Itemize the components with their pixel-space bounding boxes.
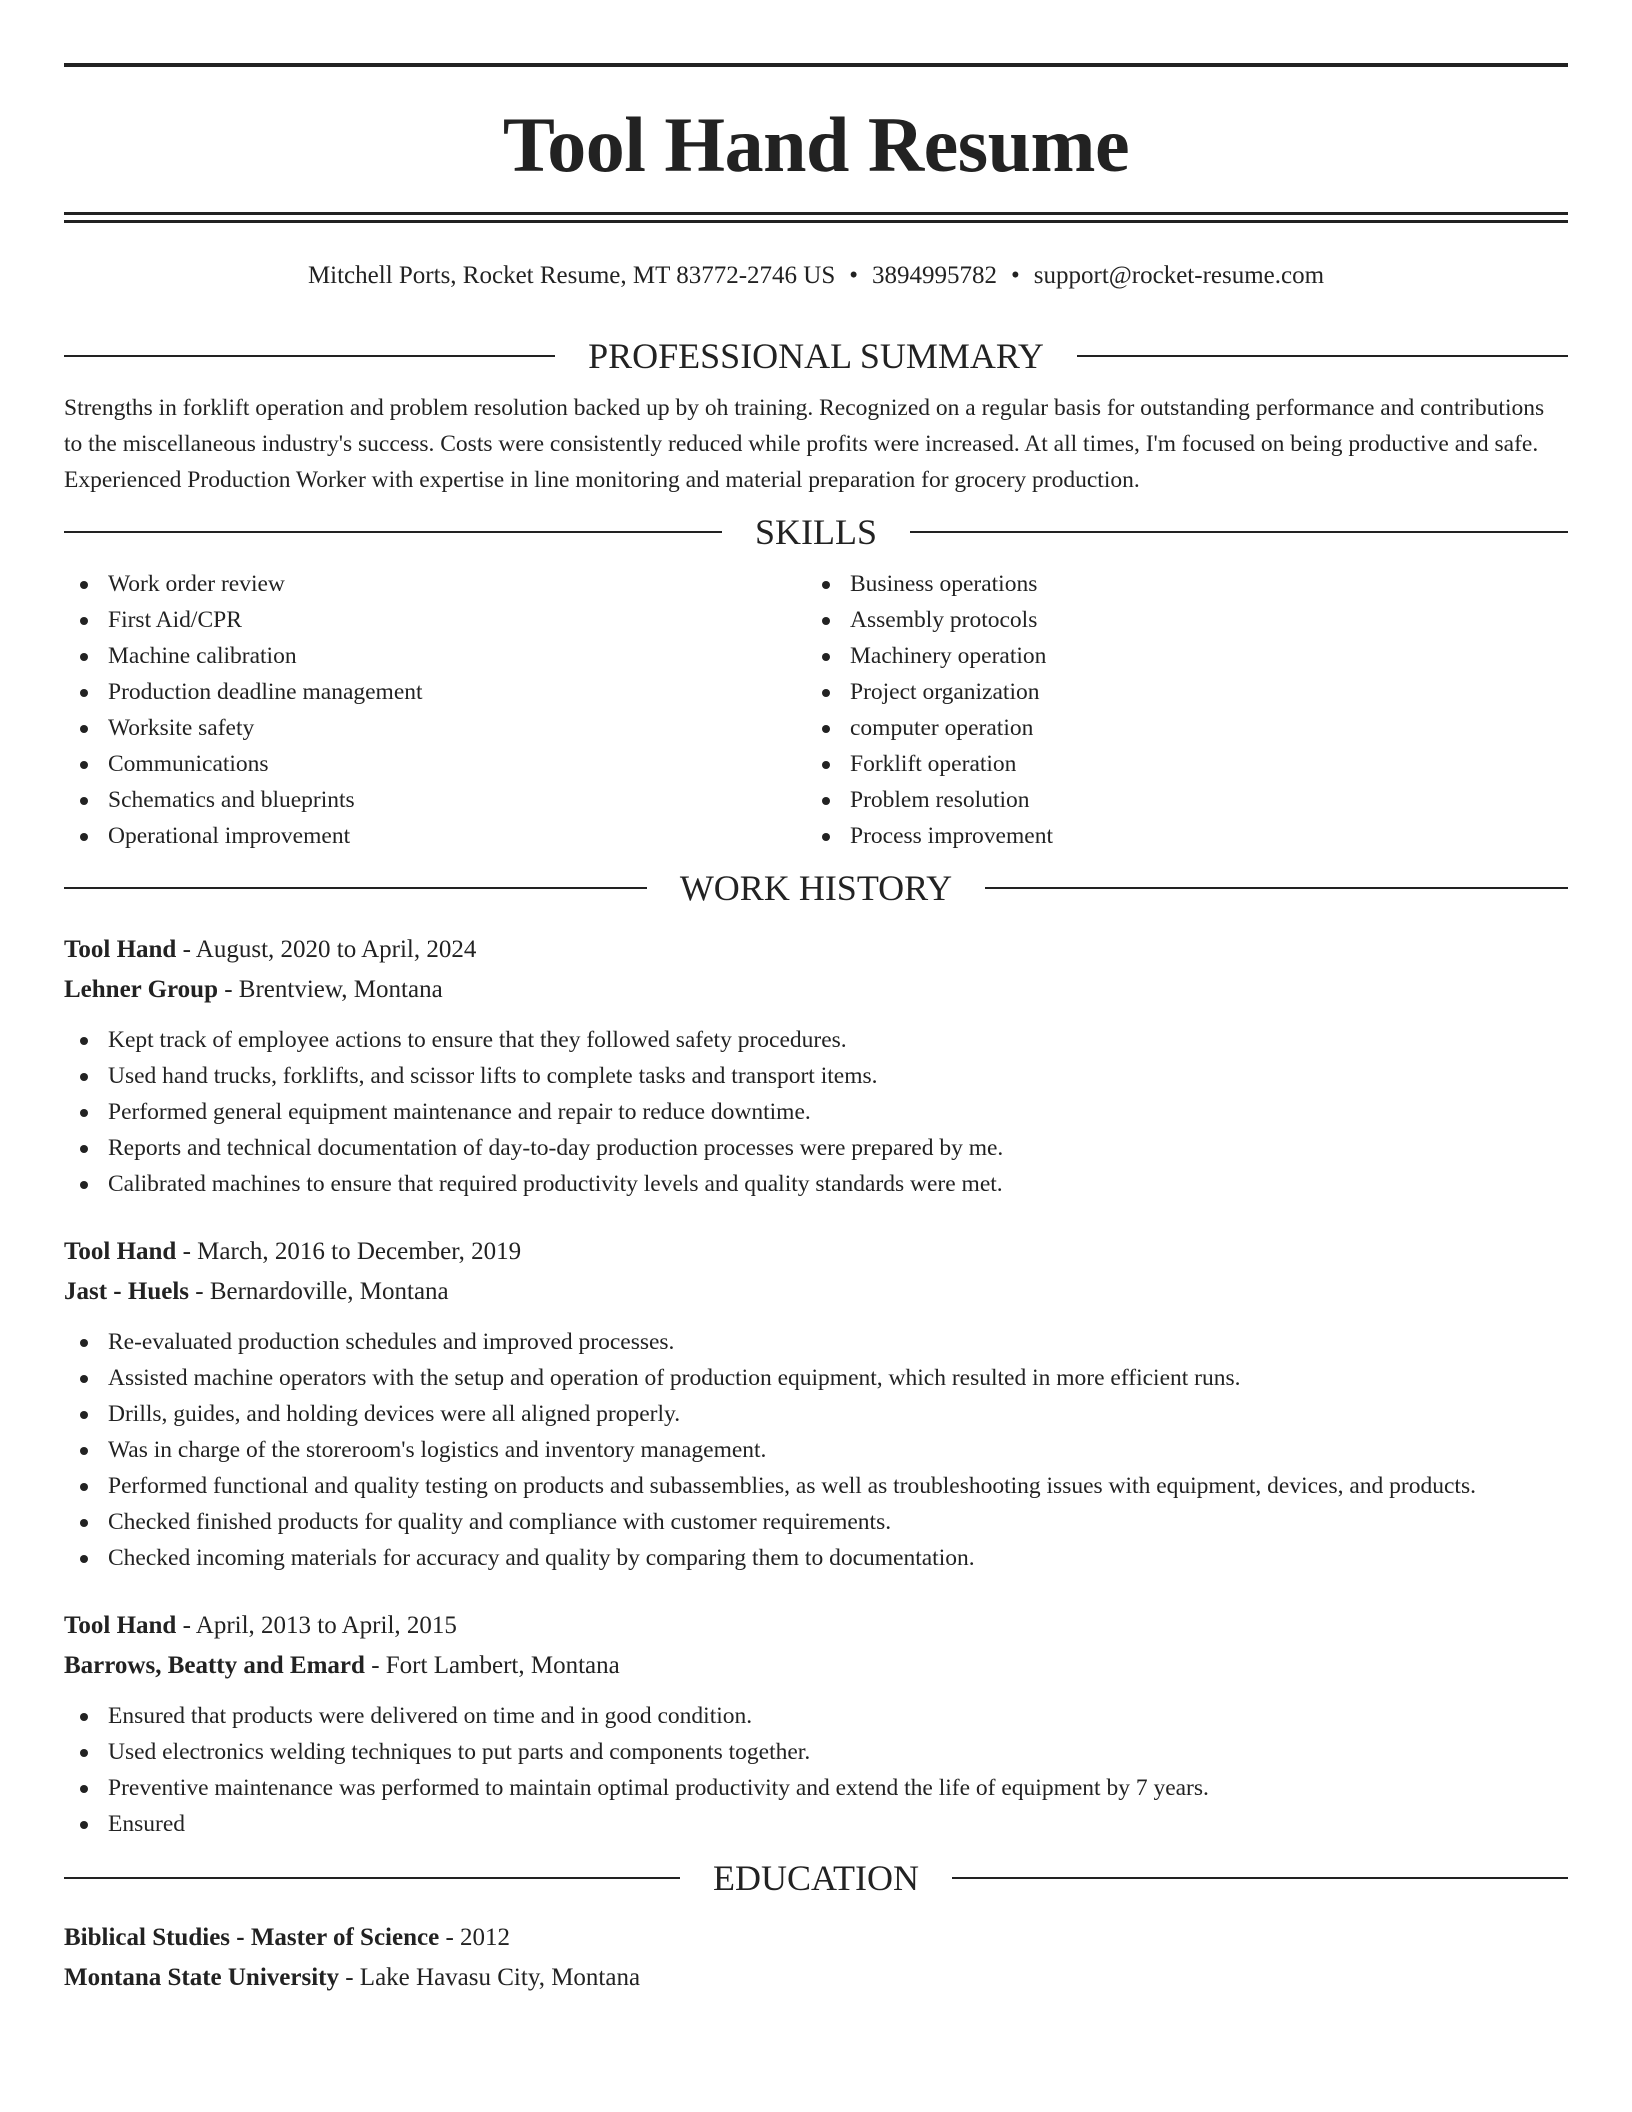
job-entry — [64, 1606, 1568, 1842]
job-company: Barrows, Beatty and Emard — [64, 1652, 365, 1679]
job-duties — [64, 1324, 1568, 1576]
duty-item: Was in charge of the storeroom's logistics and inventory management. — [64, 1432, 1568, 1468]
section-heading-summary — [64, 334, 1568, 378]
resume-title: Tool Hand Resume — [502, 101, 1130, 188]
contact-line — [64, 259, 1568, 293]
duty-item: Checked finished products for quality and compliance with customer requirements. — [64, 1504, 1568, 1540]
job-title-line — [64, 1606, 1568, 1646]
education-entry — [64, 1918, 1568, 1998]
skills-list-left — [64, 566, 806, 854]
education-degree-line — [64, 1918, 1568, 1958]
skill-item: Machinery operation — [806, 638, 1568, 674]
job-title: Tool Hand — [64, 936, 177, 963]
duty-item: Ensured that products were delivered on time and in good condition. — [64, 1698, 1568, 1734]
job-title: Tool Hand — [64, 1238, 177, 1265]
job-company-line — [64, 970, 1568, 1010]
skill-item: Production deadline management — [64, 674, 806, 710]
skills-list-right — [806, 566, 1568, 854]
skill-item: Process improvement — [806, 818, 1568, 854]
job-dates: - April, 2013 to April, 2015 — [176, 1612, 457, 1639]
duty-item: Reports and technical documentation of day-to-day production processes were prepared by me. — [64, 1130, 1568, 1166]
skill-item: Machine calibration — [64, 638, 806, 674]
job-duties — [64, 1698, 1568, 1842]
job-company-line — [64, 1272, 1568, 1312]
skill-item: computer operation — [806, 710, 1568, 746]
job-title-line — [64, 1232, 1568, 1272]
heading-rule — [64, 531, 722, 533]
job-location: - Fort Lambert, Montana — [364, 1652, 620, 1679]
duty-item: Preventive maintenance was performed to maintain optimal productivity and extend the life of equipment by 7 years. — [64, 1770, 1568, 1806]
section-heading-education — [64, 1856, 1568, 1900]
skill-item: Business operations — [806, 566, 1568, 602]
heading-rule — [985, 887, 1568, 889]
resume-page — [64, 63, 1568, 1998]
education-school: Montana State University — [64, 1964, 339, 1991]
contact-address: Mitchell Ports, Rocket Resume, MT 83772-2746 US — [307, 262, 836, 289]
duty-item: Performed functional and quality testing on products and subassemblies, as well as troubleshooting issues with equipment, devices, and products. — [64, 1468, 1568, 1504]
skill-item: Work order review — [64, 566, 806, 602]
section-title: EDUCATION — [713, 1858, 919, 1898]
section-title: SKILLS — [755, 512, 878, 552]
job-location: - Bernardoville, Montana — [189, 1278, 449, 1305]
job-dates: - March, 2016 to December, 2019 — [176, 1238, 522, 1265]
skill-item: Communications — [64, 746, 806, 782]
skill-item: Forklift operation — [806, 746, 1568, 782]
heading-rule — [952, 1877, 1568, 1879]
duty-item: Used electronics welding techniques to put parts and components together. — [64, 1734, 1568, 1770]
heading-rule — [1077, 355, 1568, 357]
heading-rule — [910, 531, 1568, 533]
duty-item: Performed general equipment maintenance and repair to reduce downtime. — [64, 1094, 1568, 1130]
job-title-line — [64, 930, 1568, 970]
heading-rule — [64, 1877, 680, 1879]
duty-item: Assisted machine operators with the setup and operation of production equipment, which resulted in more efficient runs. — [64, 1360, 1568, 1396]
skill-item: Assembly protocols — [806, 602, 1568, 638]
title-double-rule — [64, 212, 1568, 223]
top-rule — [64, 63, 1568, 67]
contact-separator: • — [1011, 262, 1020, 289]
job-company: Jast - Huels — [64, 1278, 189, 1305]
duty-item: Checked incoming materials for accuracy and quality by comparing them to documentation. — [64, 1540, 1568, 1576]
education-degree: Biblical Studies - Master of Science — [64, 1924, 440, 1951]
duty-item: Drills, guides, and holding devices were all aligned properly. — [64, 1396, 1568, 1432]
contact-separator: • — [849, 262, 858, 289]
duty-item: Used hand trucks, forklifts, and scissor lifts to complete tasks and transport items. — [64, 1058, 1568, 1094]
skill-item: Worksite safety — [64, 710, 806, 746]
heading-rule — [64, 887, 647, 889]
skill-item: Problem resolution — [806, 782, 1568, 818]
section-title: PROFESSIONAL SUMMARY — [588, 336, 1044, 376]
education-school-line — [64, 1958, 1568, 1998]
summary-text: Strengths in forklift operation and problem resolution backed up by oh training. Recognized on a regular basis for outstanding performance and contributions to the miscellaneous industry's success. Costs were consistently reduced while profits were increased. At all times, I'm focused on being productive and safe. Experienced Production Worker with expertise in line monitoring and material preparation for grocery production. — [64, 395, 1545, 493]
job-entry — [64, 930, 1568, 1202]
duty-item: Kept track of employee actions to ensure that they followed safety procedures. — [64, 1022, 1568, 1058]
section-heading-work — [64, 866, 1568, 910]
duty-item: Calibrated machines to ensure that required productivity levels and quality standards were met. — [64, 1166, 1568, 1202]
skill-item: Schematics and blueprints — [64, 782, 806, 818]
contact-email: support@rocket-resume.com — [1033, 262, 1325, 289]
duty-item: Re-evaluated production schedules and improved processes. — [64, 1324, 1568, 1360]
heading-rule — [64, 355, 555, 357]
job-company-line — [64, 1646, 1568, 1686]
job-company: Lehner Group — [64, 976, 218, 1003]
education-year: - 2012 — [439, 1924, 511, 1951]
job-title: Tool Hand — [64, 1612, 177, 1639]
contact-phone: 3894995782 — [872, 262, 997, 289]
skill-item: Project organization — [806, 674, 1568, 710]
job-location: - Brentview, Montana — [217, 976, 443, 1003]
education-location: - Lake Havasu City, Montana — [338, 1964, 641, 1991]
skills-columns — [64, 566, 1568, 854]
job-dates: - August, 2020 to April, 2024 — [176, 936, 477, 963]
section-title: WORK HISTORY — [679, 868, 953, 908]
section-heading-skills — [64, 510, 1568, 554]
job-entry — [64, 1232, 1568, 1576]
skill-item: First Aid/CPR — [64, 602, 806, 638]
duty-item: Ensured — [64, 1806, 1568, 1842]
skill-item: Operational improvement — [64, 818, 806, 854]
job-duties — [64, 1022, 1568, 1202]
